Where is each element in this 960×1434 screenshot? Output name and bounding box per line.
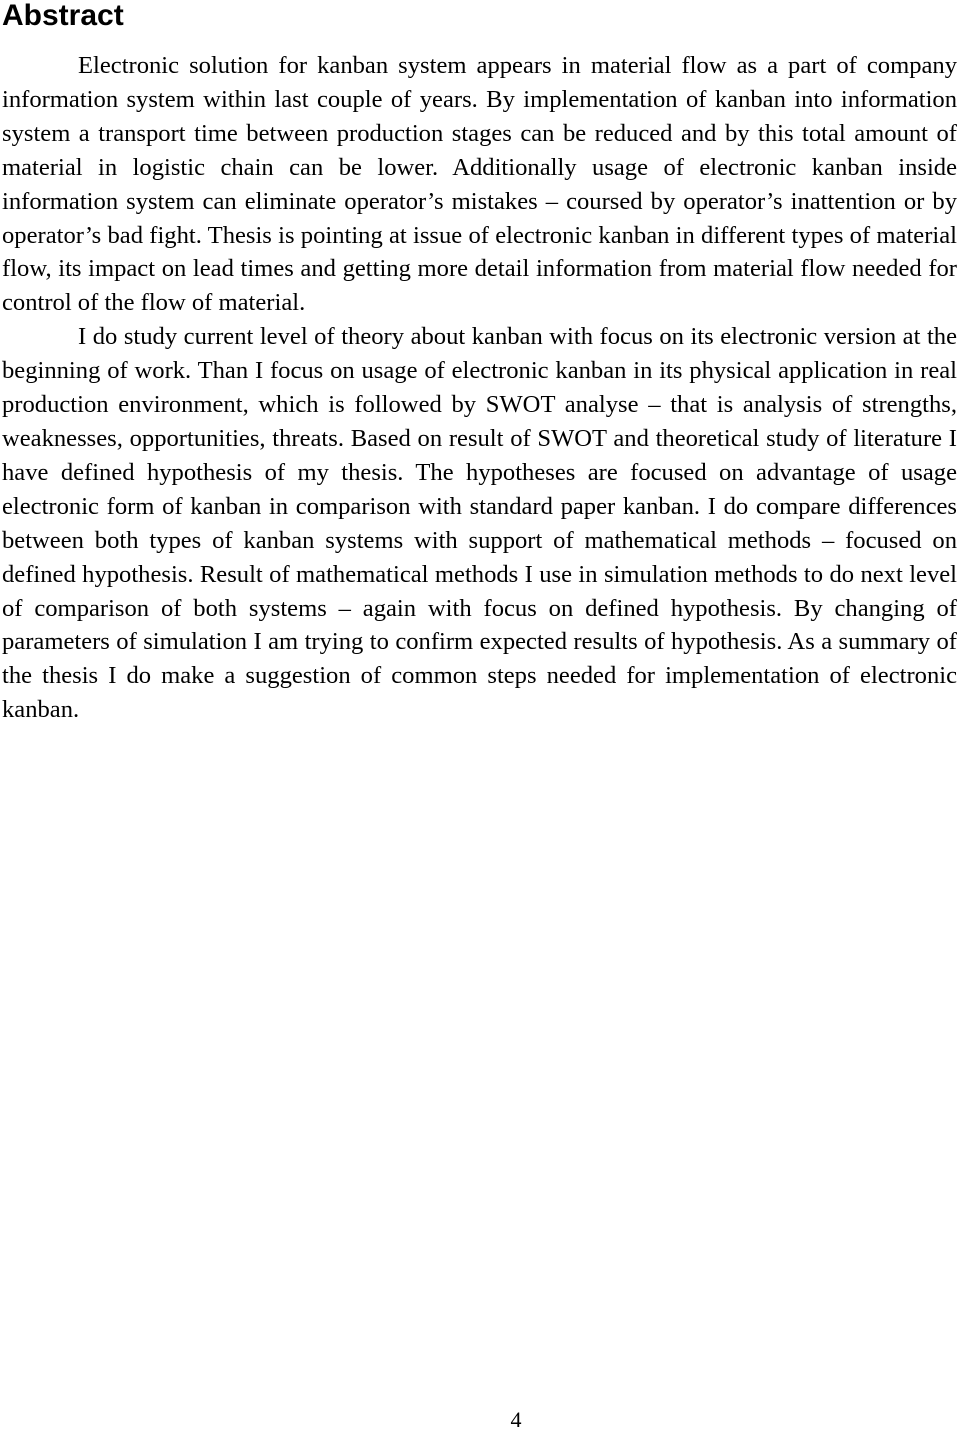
abstract-paragraph-2: I do study current level of theory about kanban with focus on its electronic version at the beginning of work. Than I focus on usage of electronic kanban in its physical application in real production environment, which is followed by SWOT analyse – that is analysis of strengths, weaknesses, opportunities, threats. Based on result of SWOT and theoretical study of literature I have defined hypothesis of my thesis. The hypotheses are focused on advantage of usage electronic form of kanban in comparison with standard paper kanban. I do compare differences between both types of kanban systems with support of mathematical methods – focused on defined hypothesis. Result of mathematical methods I use in simulation methods to do next level of comparison of both systems – again with focus on defined hypothesis. By changing of parameters of simulation I am trying to confirm expected results of hypothesis. As a summary of the thesis I do make a suggestion of common steps needed for implementation of electronic kanban. <box>2 323 957 724</box>
abstract-paragraph-1: Electronic solution for kanban system appears in material flow as a part of company information system within last couple of years. By implementation of kanban into information system a transport time between production stages can be reduced and by this total amount of material in logistic chain can be lower. Additionally usage of electronic kanban inside information system can eliminate operator’s mistakes – coursed by operator’s inattention or by operator’s bad fight. Thesis is pointing at issue of electronic kanban in different types of material flow, its impact on lead times and getting more detail information from material flow needed for control of the flow of material. <box>2 52 957 317</box>
section-heading: Abstract <box>2 0 124 32</box>
page-number: 4 <box>510 1407 522 1432</box>
abstract-body <box>2 49 957 727</box>
